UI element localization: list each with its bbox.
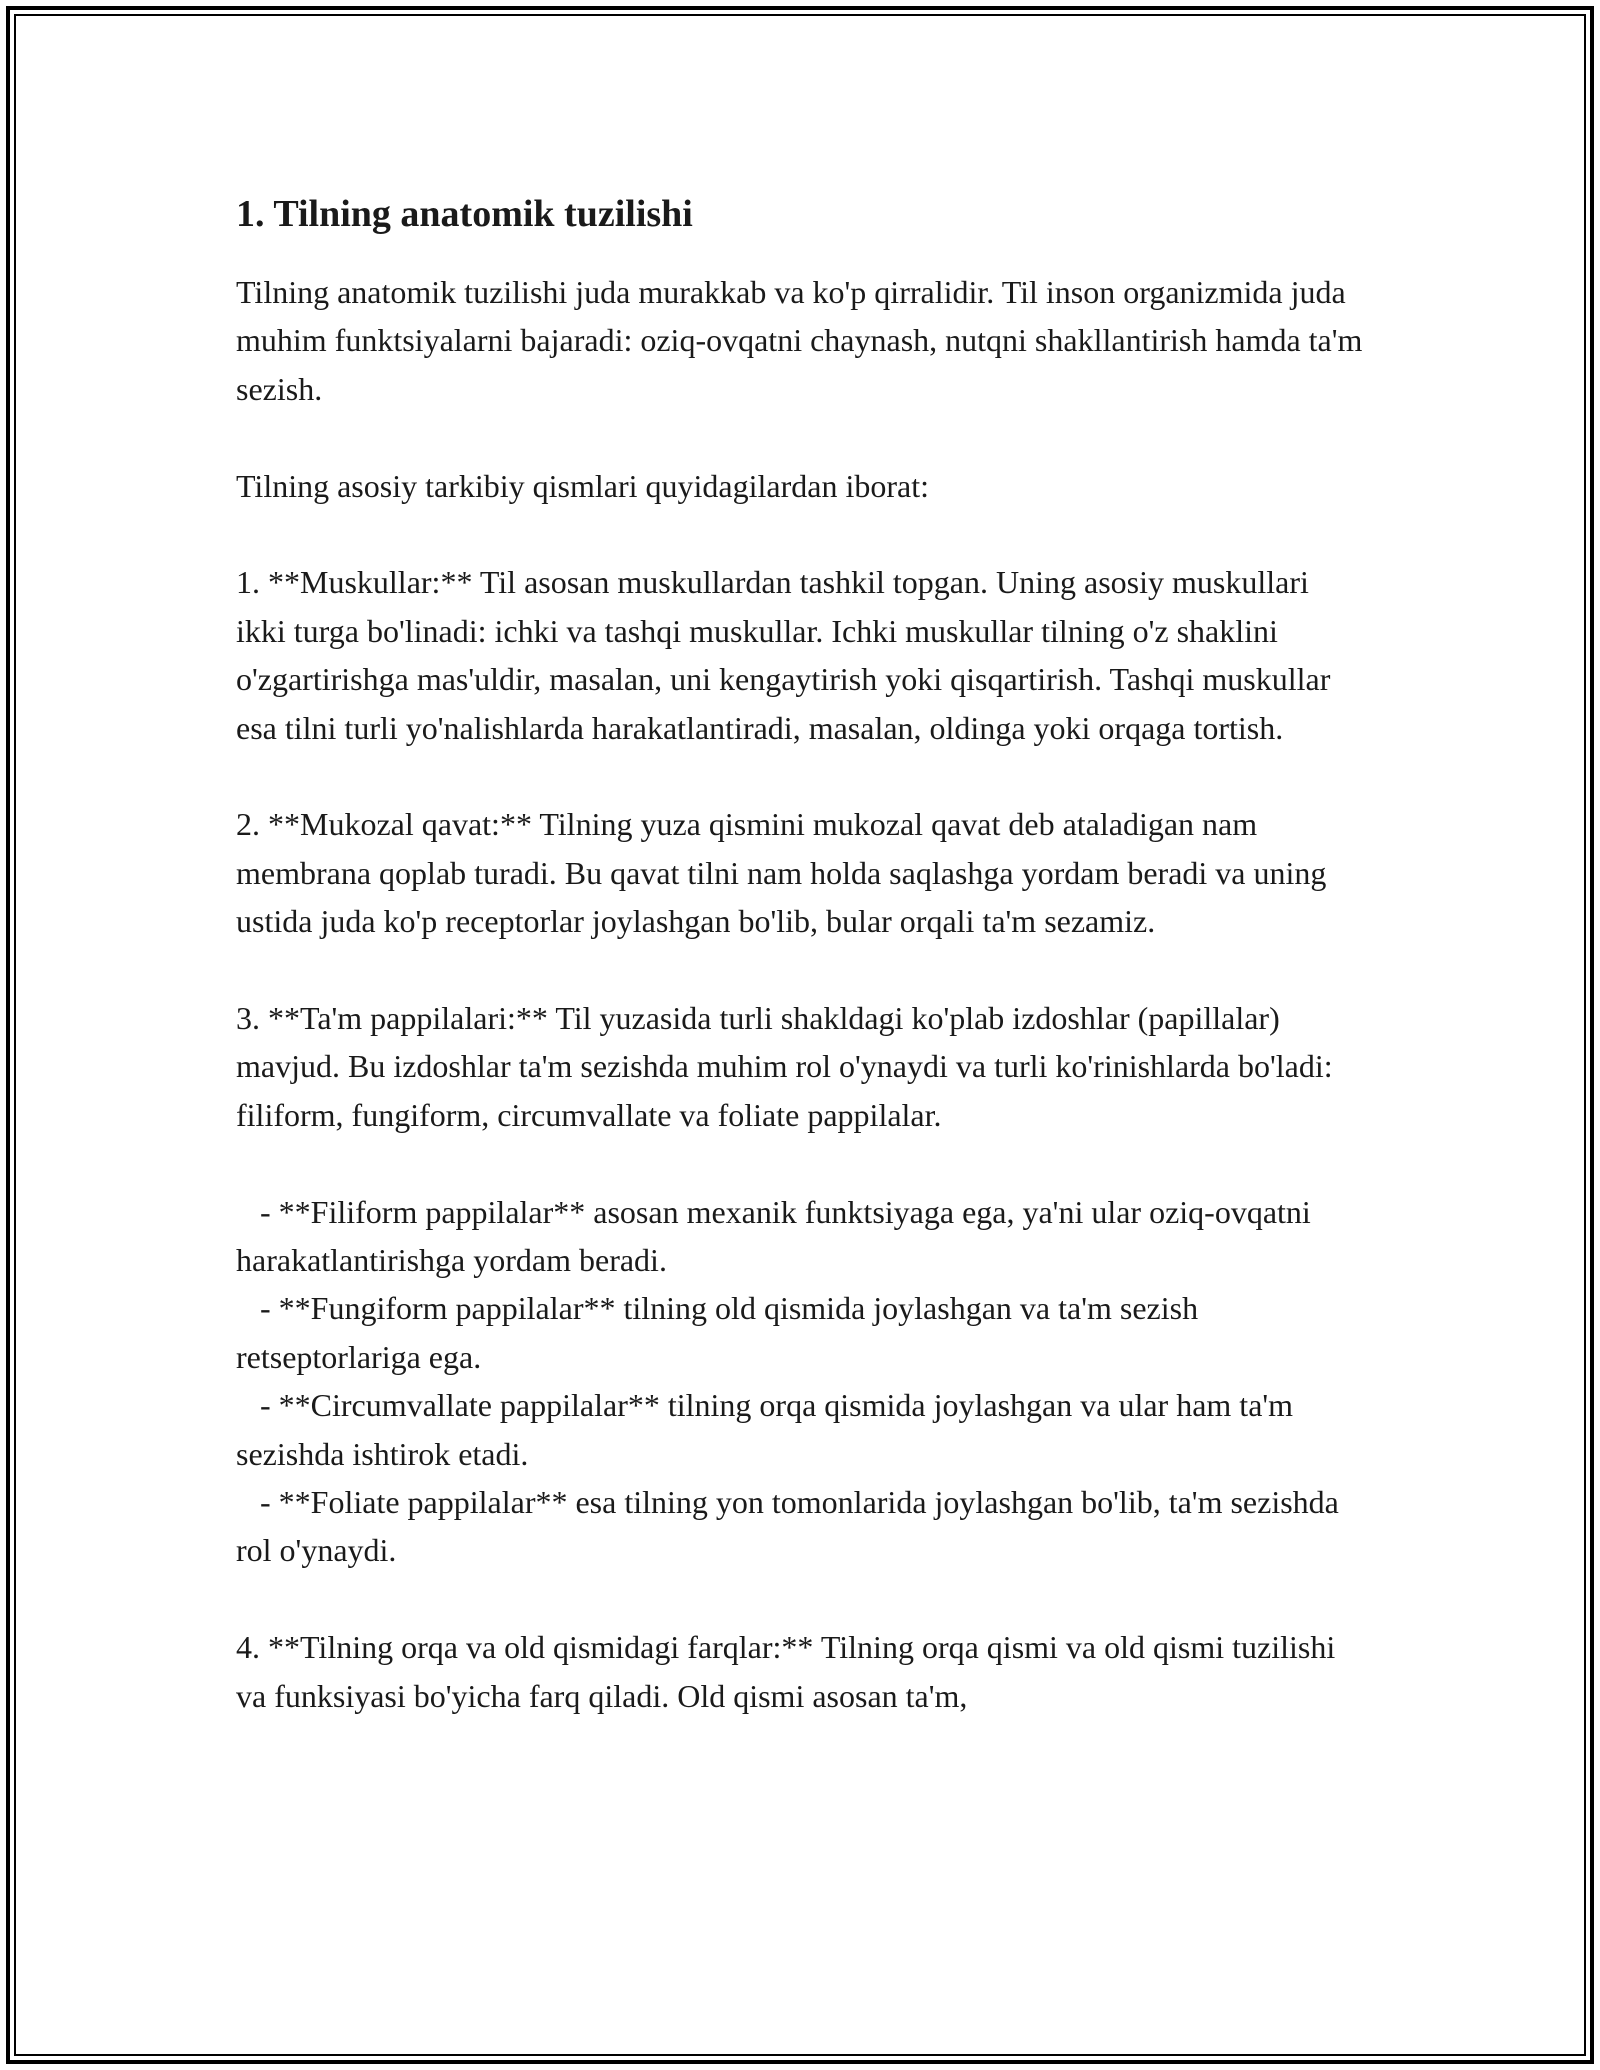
list-item-papillae: 3. **Ta'm pappilalari:** Til yuzasida turli shakldagi ko'plab izdoshlar (papillalar) mavjud. Bu izdoshlar ta'm sezishda muhim rol o'ynaydi va turli ko'rinishlarda bo'ladi: filiform, fungiform, circumvallate va foliate pappilalar. bbox=[236, 1000, 1341, 1133]
sub-item-foliate: - **Foliate pappilalar** esa tilning yon tomonlarida joylashgan bo'lib, ta'm sezishda rol o'ynaydi. bbox=[236, 1484, 1347, 1569]
paragraph-spacer bbox=[236, 510, 1366, 558]
paragraph-spacer bbox=[236, 1139, 1366, 1187]
list-item-muscles: 1. **Muskullar:** Til asosan muskullardan tashkil topgan. Uning asosiy muskullari ikki turga bo'linadi: ichki va tashqi muskullar. Ichki muskullar tilning o'z shaklini o'zgartirishga mas'uldir, masalan, uni kengaytirish yoki qisqartirish. Tashqi muskullar esa tilni turli yo'nalishlarda harakatlantiradi, masalan, oldinga yoki orqaga tortish. bbox=[236, 564, 1339, 746]
list-item-differences: 4. **Tilning orqa va old qismidagi farqlar:** Tilning orqa qismi va old qismi tuzilishi va funksiyasi bo'yicha farq qiladi. Old qismi asosan ta'm, bbox=[236, 1629, 1344, 1714]
sub-item-fungiform: - **Fungiform pappilalar** tilning old qismida joylashgan va ta'm sezish retseptorlariga ega. bbox=[236, 1290, 1207, 1375]
paragraph-spacer bbox=[236, 946, 1366, 994]
sub-item-circumvallate: - **Circumvallate pappilalar** tilning orqa qismida joylashgan va ular ham ta'm sezishda ishtirok etadi. bbox=[236, 1387, 1302, 1472]
list-item-mucosa: 2. **Mukozal qavat:** Tilning yuza qismini mukozal qavat deb ataladigan nam membrana qoplab turadi. Bu qavat tilni nam holda saqlashga yordam beradi va uning ustida juda ko'p receptorlar joylashgan bo'lib, bular orqali ta'm sezamiz. bbox=[236, 806, 1335, 940]
intro-paragraph: Tilning anatomik tuzilishi juda murakkab va ko'p qirralidir. Til inson organizmida juda muhim funktsiyalarni bajaradi: oziq-ovqatni chaynash, nutqni shakllantirish hamda ta'm sezish. bbox=[236, 274, 1371, 407]
section-heading: 1. Tilning anatomik tuzilishi bbox=[236, 193, 693, 235]
paragraph-spacer bbox=[236, 752, 1366, 800]
lead-paragraph: Tilning asosiy tarkibiy qismlari quyidagilardan iborat: bbox=[236, 467, 929, 504]
document-body bbox=[236, 188, 1371, 1720]
paragraph-spacer bbox=[236, 413, 1366, 461]
paragraph-spacer bbox=[236, 1575, 1366, 1623]
sub-item-filiform: - **Filiform pappilalar** asosan mexanik funktsiyaga ega, ya'ni ular oziq-ovqatni harakatlantirishga yordam beradi. bbox=[236, 1193, 1319, 1279]
